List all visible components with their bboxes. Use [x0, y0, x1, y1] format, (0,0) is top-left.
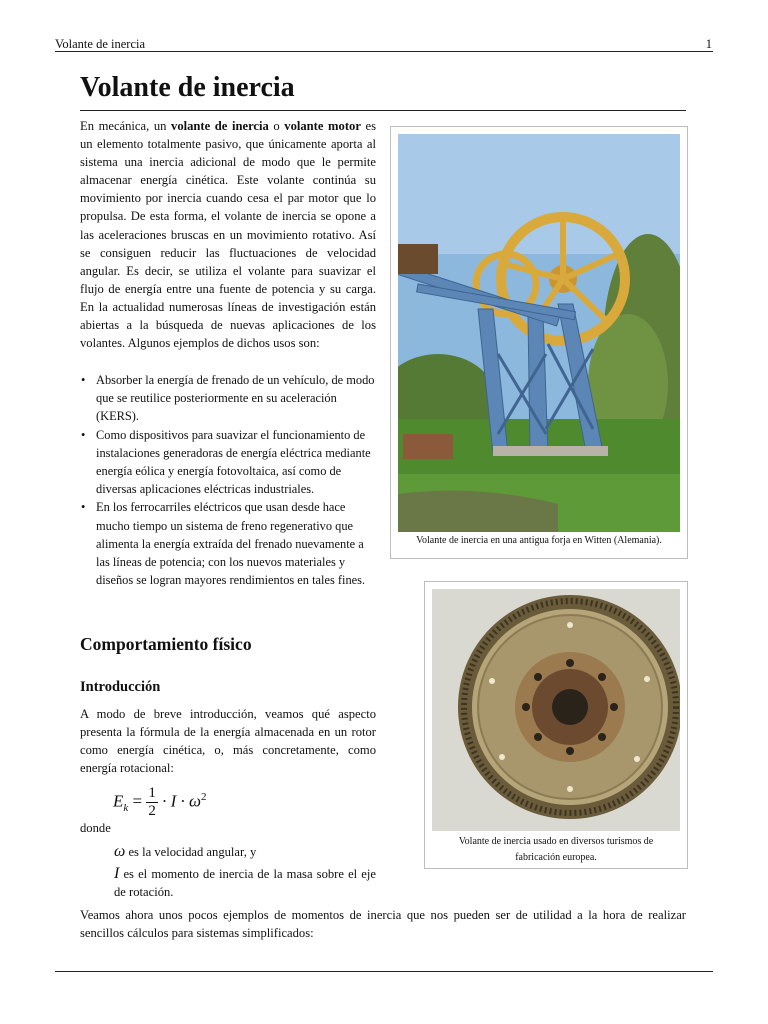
term-volante-de-inercia: volante de inercia [171, 119, 269, 133]
donde-label: donde [80, 821, 111, 835]
figure-car-caption [432, 834, 680, 865]
footer-rule [55, 971, 713, 972]
kinetic-energy-formula: $E_k$ = $\frac{1}{2}$ · $I \cdot \omega^2$ [113, 785, 207, 819]
inertia-definition: I es el momento de inercia de la masa sobre el eje de rotación. [114, 865, 376, 900]
subsection-heading: Introducción [80, 679, 161, 695]
intro-paragraph: En mecánica, un volante de inercia o volante motor es un elemento totalmente pasivo, que únicamente aporta al sistema una inercia adicional de modo que le permite almacenar energía cinética. Este volante continúa su movimiento por inercia cuando cesa el par motor que lo propulsa. De esta forma, el volante de inercia se opone a las aceleraciones bruscas en un movimiento rotativo. Así se consiguen reducir las fluctuaciones de velocidad angular. Es decir, se utiliza el volante para suavizar el flujo de energía entre una fuente de potencia y su carga. En la actualidad numerosas líneas de investigación están abiertas a la búsqueda de nuevas aplicaciones de los volantes. Algunos ejemplos de dichos usos son: [80, 119, 376, 351]
term-volante-motor: volante motor [284, 119, 361, 133]
figure-car [424, 581, 688, 869]
uses-list [80, 371, 380, 589]
omega-symbol: ω [114, 843, 126, 860]
title-rule [80, 110, 686, 111]
list-item: • Como dispositivos para suavizar el funcionamiento de instalaciones generadoras de energía eléctrica mediante energía eólica y energía fotovoltaica, así como de diversas aplicaciones eléctricas industriales. [80, 426, 380, 499]
page-number: 1 [705, 37, 712, 51]
page-title: Volante de inercia [80, 72, 295, 103]
header-rule [55, 51, 713, 52]
closing-paragraph: Veamos ahora unos pocos ejemplos de momentos de inercia que nos pueden ser de utilidad a la hora de realizar sencillos cálculos para sistemas simplificados: [80, 908, 686, 941]
figure-forge-caption: Volante de inercia en una antigua forja en Witten (Alemania). [416, 535, 662, 546]
car-flywheel-image [432, 589, 680, 831]
figure-forge [390, 126, 688, 559]
energy-intro-paragraph: A modo de breve introducción, veamos qué aspecto presenta la fórmula de la energía almacenada en un rotor como energía cinética, o, más concretamente, como energía rotacional: [80, 707, 376, 776]
inertia-symbol: I [114, 865, 120, 882]
section-heading: Comportamiento físico [80, 634, 252, 654]
running-header-title: Volante de inercia [55, 37, 146, 51]
figure-car-caption-line: fabricación europea. [515, 851, 597, 863]
omega-definition: ω es la velocidad angular, y [114, 843, 257, 860]
list-item: • Absorber la energía de frenado de un vehículo, de modo que se reutilice posteriormente en su aceleración (KERS). [80, 371, 380, 426]
forge-flywheel-image [398, 134, 680, 532]
figure-car-caption-line: Volante de inercia usado en diversos turismos de [458, 836, 654, 847]
list-item: • En los ferrocarriles eléctricos que usan desde hace mucho tiempo un sistema de freno regenerativo que alimenta la energía extraída del frenado nuevamente a las líneas de potencia; con los nuevos materiales y diseños se logran mayores rendimientos en tales fines. [80, 498, 380, 589]
